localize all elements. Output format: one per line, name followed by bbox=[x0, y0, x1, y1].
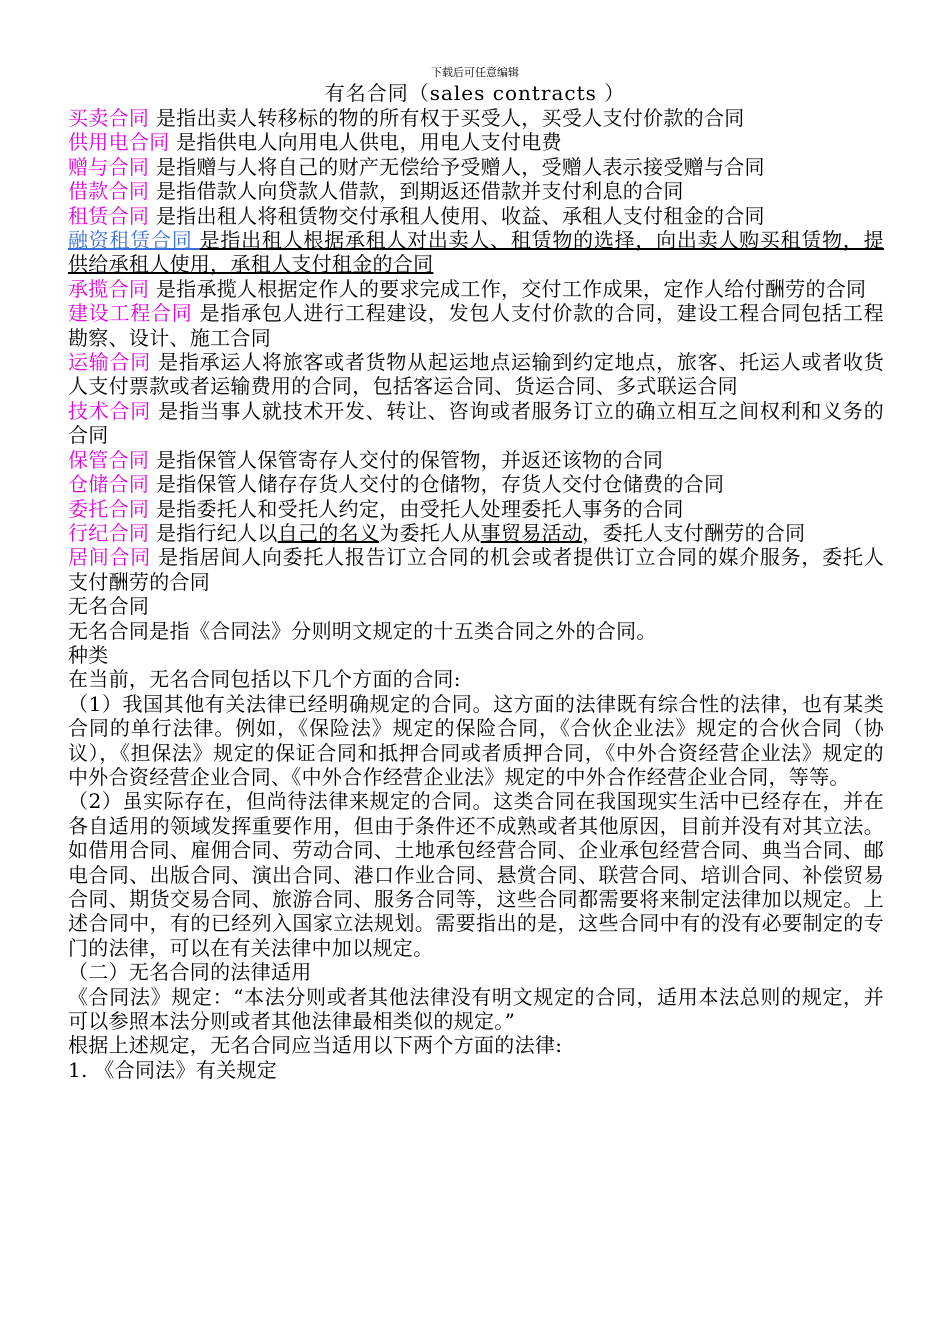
definition-item bbox=[68, 545, 884, 594]
definition-item bbox=[68, 204, 884, 228]
definition-text: ，委托人支付酬劳的合同 bbox=[582, 520, 806, 545]
paragraph: （2）虽实际存在，但尚待法律来规定的合同。这类合同在我国现实生活中已经存在，并在各自适用的领域发挥重要作用，但由于条件还不成熟或者其他原因，目前并没有对其立法。如借用合同、雇佣合同、劳动合同、土地承包经营合同、企业承包经营合同、典当合同、邮电合同、出版合同、演出合同、港口作业合同、悬赏合同、联营合同、培训合同、补偿贸易合同、期货交易合同、旅游合同、服务合同等，这些合同都需要将来制定法律加以规定。上述合同中，有的已经列入国家立法规划。需要指出的是，这些合同中有的没有必要制定的专门的法律，可以在有关法律中加以规定。 bbox=[68, 789, 884, 960]
definition-text: 是指委托人和受托人约定，由受托人处理委托人事务的合同 bbox=[149, 496, 684, 521]
definition-text: 是指赠与人将自己的财产无偿给予受赠人，受赠人表示接受赠与合同 bbox=[149, 154, 765, 179]
section-heading: 无名合同 bbox=[68, 594, 150, 619]
paragraph: （1）我国其他有关法律已经明确规定的合同。这方面的法律既有综合性的法律，也有某类合同的单行法律。例如，《保险法》规定的保险合同，《合伙企业法》规定的合伙合同（协议），《担保法》规定的保证合同和抵押合同或者质押合同，《中外合资经营企业法》规定的中外合资经营企业合同、《中外合作经营企业法》规定的中外合作经营企业合同，等等。 bbox=[68, 691, 884, 789]
paragraph: 根据上述规定，无名合同应当适用以下两个方面的法律: bbox=[68, 1033, 563, 1058]
definition-item bbox=[68, 130, 884, 154]
definition-item bbox=[68, 399, 884, 448]
definition-item bbox=[68, 497, 884, 521]
definition-item bbox=[68, 155, 884, 179]
contract-term: 委托合同 bbox=[68, 496, 150, 521]
contract-term: 租赁合同 bbox=[68, 203, 150, 228]
document-title: 有名合同（sales contracts ） bbox=[324, 81, 626, 105]
definition-item bbox=[68, 277, 884, 301]
contract-term: 居间合同 bbox=[68, 545, 152, 570]
definition-item bbox=[68, 521, 884, 545]
list-item: 1. 《合同法》有关规定 bbox=[68, 1057, 278, 1082]
definition-text: 为委托人从 bbox=[379, 520, 481, 545]
underlined-phrase: 自己的名义 bbox=[277, 520, 380, 545]
contract-term: 仓储合同 bbox=[68, 472, 150, 497]
definition-text: 是指出卖人转移标的物的所有权于买受人，买受人支付价款的合同 bbox=[149, 106, 745, 130]
definition-item bbox=[68, 301, 884, 350]
paragraph: 无名合同是指《合同法》分则明文规定的十五类合同之外的合同。 bbox=[68, 618, 657, 643]
definition-text: 是指保管人储存存货人交付的仓储物，存货人交付仓储费的合同 bbox=[149, 472, 725, 497]
definition-text: 是指供电人向用电人供电，用电人支付电费 bbox=[169, 130, 562, 155]
definition-text: 是指出租人将租赁物交付承租人使用、收益、承租人支付租金的合同 bbox=[149, 203, 765, 228]
contract-term: 借款合同 bbox=[68, 179, 150, 204]
contract-term: 供用电合同 bbox=[68, 130, 170, 155]
definition-text: 是指借款人向贷款人借款，到期返还借款并支付利息的合同 bbox=[149, 179, 684, 204]
contract-term: 技术合同 bbox=[68, 398, 152, 423]
underlined-phrase: 事贸易活动 bbox=[480, 520, 583, 545]
definition-text-link[interactable]: 是指出租人根据承租人对出卖人、租赁物的选择，向出卖人购买租赁物，提供给承租人使用，承租人支付租金的合同 bbox=[68, 228, 884, 277]
definition-item bbox=[68, 106, 884, 130]
definition-text: 是指承揽人根据定作人的要求完成工作，交付工作成果，定作人给付酬劳的合同 bbox=[149, 276, 867, 301]
definition-item bbox=[68, 350, 884, 399]
definition-item bbox=[68, 472, 884, 496]
contract-term: 保管合同 bbox=[68, 447, 150, 472]
definition-text: 是指当事人就技术开发、转让、咨询或者服务订立的确立相互之间权利和义务的合同 bbox=[68, 398, 884, 448]
contract-term: 买卖合同 bbox=[68, 106, 150, 130]
section-heading: 种类 bbox=[68, 642, 109, 667]
paragraph: 《合同法》规定：“本法分则或者其他法律没有明文规定的合同，适用本法总则的规定，并可以参照本法分则或者其他法律最相类似的规定。” bbox=[68, 984, 884, 1034]
contract-term: 建设工程合同 bbox=[68, 301, 193, 326]
header-note: 下载后可任意编辑 bbox=[431, 66, 519, 79]
definition-text: 是指保管人保管寄存人交付的保管物，并返还该物的合同 bbox=[149, 447, 664, 472]
definition-item bbox=[68, 448, 884, 472]
contract-term-link[interactable]: 融资租赁合同 bbox=[68, 228, 200, 253]
definition-text: 是指承包人进行工程建设，发包人支付价款的合同，建设工程合同包括工程勘察、设计、施工合同 bbox=[68, 301, 884, 350]
document-body bbox=[68, 106, 884, 1082]
section-heading: （二）无名合同的法律适用 bbox=[68, 960, 312, 985]
paragraph: 在当前，无名合同包括以下几个方面的合同: bbox=[68, 667, 461, 692]
contract-term: 赠与合同 bbox=[68, 154, 150, 179]
contract-term: 行纪合同 bbox=[68, 520, 150, 545]
definition-text: 是指居间人向委托人报告订立合同的机会或者提供订立合同的媒介服务，委托人支付酬劳的合同 bbox=[68, 545, 884, 594]
contract-term: 承揽合同 bbox=[68, 276, 150, 301]
definition-text: 是指承运人将旅客或者货物从起运地点运输到约定地点，旅客、托运人或者收货人支付票款或者运输费用的合同，包括客运合同、货运合同、多式联运合同 bbox=[68, 350, 884, 399]
contract-term: 运输合同 bbox=[68, 350, 152, 375]
definition-item bbox=[68, 228, 884, 277]
definition-item bbox=[68, 179, 884, 203]
definition-text: 是指行纪人以 bbox=[149, 520, 278, 545]
